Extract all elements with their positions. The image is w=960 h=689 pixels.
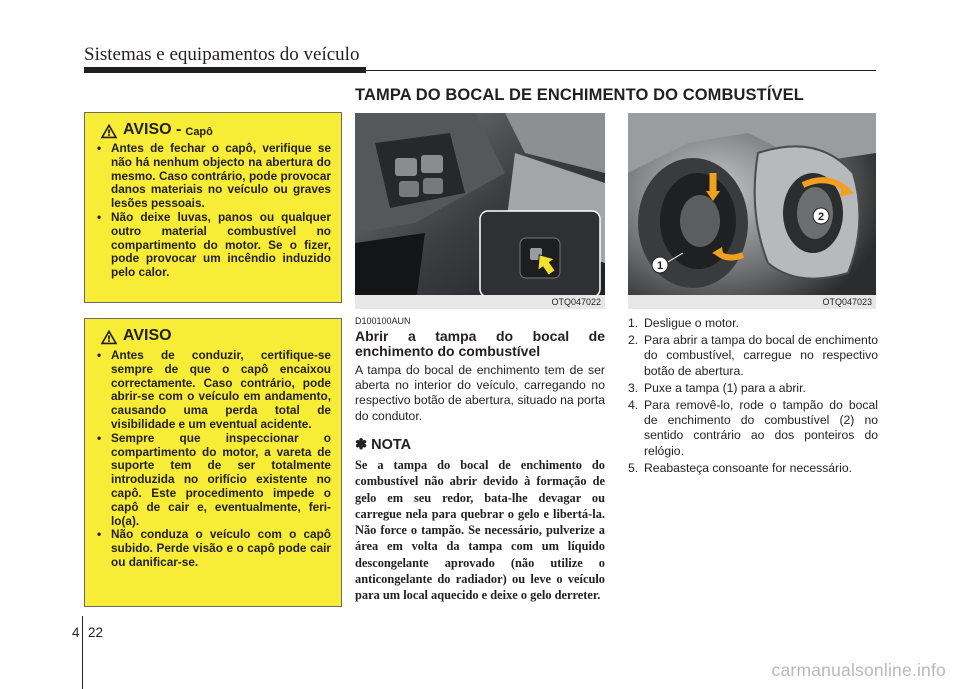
page-number: 22: [88, 625, 104, 640]
warning-title: AVISO: [123, 327, 172, 344]
warning-subtitle: Capô: [185, 126, 213, 138]
warning-list: [91, 142, 331, 280]
step-item: 3. Puxe a tampa (1) para a abrir.: [628, 380, 806, 395]
figure-caption: OTQ047022: [551, 297, 601, 307]
footer-rule: [82, 616, 83, 689]
figure-caption: OTQ047023: [822, 297, 872, 307]
warning-triangle-icon: [100, 329, 118, 345]
warning-header: [100, 327, 172, 345]
figure-fuel-door: [628, 113, 876, 309]
body-paragraph: A tampa do bocal de enchimento tem de ser aberta no interior do veículo, carregando no respectivo botão de abertura, situado na porta do condutor.: [355, 363, 605, 423]
warning-item: • Antes de conduzir, certifique-se sempre de que o capô encaixou correctamente. Caso contrário, pode abrir-se com o veículo em andamento, causando uma perda total de visibilidade e um eventual acidente.: [91, 349, 331, 432]
warning-item: • Sempre que inspeccionar o compartimento do motor, a vareta de suporte tem de ser totalmente introduzida no orifício existente no capô. Este procedimento impede o capô de cair e, eventualmente, feri-lo(a).: [91, 432, 331, 529]
header-bar: [84, 67, 366, 73]
warning-item: • Não conduza o veículo com o capô subido. Perde visão e o capô pode cair ou danificar-se.: [91, 528, 331, 569]
watermark: carmanualsonline.info: [771, 660, 946, 680]
callout-2: 2: [817, 211, 825, 223]
note-title: NOTA: [371, 437, 412, 453]
door-panel-illustration: [355, 113, 605, 309]
warning-triangle-icon: [100, 123, 118, 139]
warning-box-driving: [84, 318, 342, 607]
chapter-number: 4: [72, 625, 80, 640]
header-rule: [366, 70, 876, 71]
steps-list: [628, 316, 878, 478]
note-symbol-icon: ✽: [355, 437, 368, 453]
warning-box-hood: [84, 112, 342, 303]
document-code: D100100AUN: [355, 316, 411, 326]
running-header: Sistemas e equipamentos do veículo: [84, 44, 360, 65]
warning-header: [100, 121, 213, 139]
step-item: 5. Reabasteça consoante for necessário.: [628, 460, 852, 475]
note-paragraph: Se a tampa do bocal de enchimento do combustível não abrir devido à formação de gelo em seu redor, bata-lhe devagar ou carregue nela para quebrar o gelo e libertá-la. Não force o tampão. Se necessário, pulverize a área em volta da tampa com um líquido descongelante aprovado (não utilize o anticongelante do radiador) ou leve o veículo para um local aquecido e deixe o gelo derreter.: [355, 458, 605, 603]
warning-list: [91, 349, 331, 570]
note-header: [355, 437, 411, 453]
callout-1: 1: [656, 260, 664, 272]
step-item: 4. Para removê-lo, rode o tampão do bocal de enchimento do combustível (2) no sentido contrário ao dos ponteiros do relógio.: [628, 398, 878, 458]
step-item: 1. Desligue o motor.: [628, 316, 739, 330]
warning-item: • Antes de fechar o capô, verifique se não há nenhum objecto na abertura do mesmo. Caso contrário, pode provocar danos materiais no veículo ou graves lesões pessoais.: [91, 142, 331, 211]
figure-door-release: [355, 113, 605, 309]
warning-item: • Não deixe luvas, panos ou qualquer outro material combustível no compartimento do motor. Se o fizer, pode provocar um incêndio induzido pelo calor.: [91, 211, 331, 280]
fuel-door-illustration: [628, 113, 876, 309]
subsection-title: Abrir a tampa do bocal de enchimento do combustível: [355, 328, 605, 359]
warning-title: AVISO -: [123, 121, 182, 138]
step-item: 2. Para abrir a tampa do bocal de enchimento do combustível, carregue no respectivo botão de abertura.: [628, 333, 878, 378]
section-title: TAMPA DO BOCAL DE ENCHIMENTO DO COMBUSTÍVEL: [355, 86, 804, 104]
